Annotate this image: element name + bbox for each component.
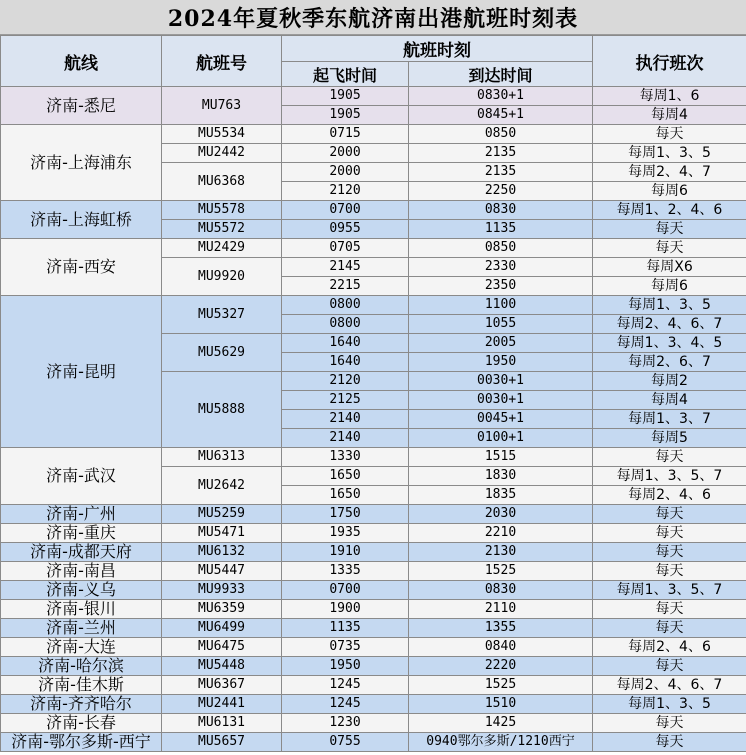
arrive-time-cell: 1515 [409, 448, 593, 467]
days-cell: 每天 [593, 220, 746, 239]
days-cell: 每周2、4、7 [593, 163, 746, 182]
flight-schedule-table [0, 35, 746, 752]
depart-time-cell: 1640 [282, 353, 409, 372]
days-cell: 每周2、6、7 [593, 353, 746, 372]
table-row [1, 600, 746, 619]
depart-time-cell: 2125 [282, 391, 409, 410]
days-cell: 每周1、2、4、6 [593, 201, 746, 220]
depart-time-cell: 1335 [282, 562, 409, 581]
days-cell: 每周1、3、5 [593, 296, 746, 315]
flight-number-cell: MU5447 [162, 562, 282, 581]
flight-number-cell: MU6313 [162, 448, 282, 467]
depart-time-cell: 1900 [282, 600, 409, 619]
arrive-time-cell: 2220 [409, 657, 593, 676]
arrive-time-cell: 1835 [409, 486, 593, 505]
depart-time-cell: 0800 [282, 296, 409, 315]
days-cell: 每天 [593, 524, 746, 543]
depart-time-cell: 1650 [282, 486, 409, 505]
flight-number-cell: MU5327 [162, 296, 282, 334]
arrive-time-cell: 2350 [409, 277, 593, 296]
flight-number-cell: MU5259 [162, 505, 282, 524]
days-cell: 每天 [593, 657, 746, 676]
flight-number-cell: MU5629 [162, 334, 282, 372]
header-depart: 起飞时间 [282, 62, 409, 87]
arrive-time-cell: 2030 [409, 505, 593, 524]
arrive-time-cell: 2135 [409, 163, 593, 182]
days-cell: 每周2 [593, 372, 746, 391]
arrive-time-cell: 0850 [409, 125, 593, 144]
depart-time-cell: 2120 [282, 182, 409, 201]
header-route: 航线 [1, 36, 162, 87]
days-cell: 每天 [593, 543, 746, 562]
depart-time-cell: 0700 [282, 201, 409, 220]
arrive-time-cell: 0030+1 [409, 372, 593, 391]
arrive-time-cell: 1830 [409, 467, 593, 486]
flight-number-cell: MU5657 [162, 733, 282, 752]
flight-number-cell: MU2441 [162, 695, 282, 714]
arrive-time-cell: 2135 [409, 144, 593, 163]
table-row [1, 695, 746, 714]
arrive-time-cell: 0940鄂尔多斯/1210西宁 [409, 733, 593, 752]
route-cell: 济南-义乌 [1, 581, 162, 600]
arrive-time-cell: 0030+1 [409, 391, 593, 410]
flight-number-cell: MU6359 [162, 600, 282, 619]
days-cell: 每周1、3、5、7 [593, 581, 746, 600]
arrive-time-cell: 2110 [409, 600, 593, 619]
flight-number-cell: MU5448 [162, 657, 282, 676]
flight-number-cell: MU9933 [162, 581, 282, 600]
table-row [1, 638, 746, 657]
flight-number-cell: MU6367 [162, 676, 282, 695]
route-cell: 济南-南昌 [1, 562, 162, 581]
route-cell: 济南-上海浦东 [1, 125, 162, 201]
arrive-time-cell: 1135 [409, 220, 593, 239]
depart-time-cell: 1750 [282, 505, 409, 524]
route-cell: 济南-重庆 [1, 524, 162, 543]
arrive-time-cell: 0045+1 [409, 410, 593, 429]
arrive-time-cell: 1100 [409, 296, 593, 315]
days-cell: 每周2、4、6 [593, 486, 746, 505]
arrive-time-cell: 1510 [409, 695, 593, 714]
arrive-time-cell: 2210 [409, 524, 593, 543]
flight-number-cell: MU2442 [162, 144, 282, 163]
arrive-time-cell: 0830 [409, 201, 593, 220]
route-cell: 济南-大连 [1, 638, 162, 657]
arrive-time-cell: 0850 [409, 239, 593, 258]
depart-time-cell: 2215 [282, 277, 409, 296]
arrive-time-cell: 2250 [409, 182, 593, 201]
route-cell: 济南-齐齐哈尔 [1, 695, 162, 714]
days-cell: 每周1、3、5 [593, 695, 746, 714]
flight-number-cell: MU2642 [162, 467, 282, 505]
arrive-time-cell: 1425 [409, 714, 593, 733]
header-days: 执行班次 [593, 36, 746, 87]
days-cell: 每天 [593, 125, 746, 144]
days-cell: 每周1、3、7 [593, 410, 746, 429]
table-row [1, 562, 746, 581]
table-row [1, 581, 746, 600]
header-arrive: 到达时间 [409, 62, 593, 87]
depart-time-cell: 2000 [282, 144, 409, 163]
arrive-time-cell: 0830+1 [409, 87, 593, 106]
flight-number-cell: MU5534 [162, 125, 282, 144]
depart-time-cell: 1330 [282, 448, 409, 467]
depart-time-cell: 1905 [282, 87, 409, 106]
days-cell: 每周2、4、6 [593, 638, 746, 657]
days-cell: 每天 [593, 239, 746, 258]
days-cell: 每周4 [593, 106, 746, 125]
depart-time-cell: 1950 [282, 657, 409, 676]
table-row [1, 733, 746, 752]
arrive-time-cell: 1355 [409, 619, 593, 638]
route-cell: 济南-成都天府 [1, 543, 162, 562]
flight-number-cell: MU5888 [162, 372, 282, 448]
days-cell: 每周1、3、5、7 [593, 467, 746, 486]
arrive-time-cell: 2005 [409, 334, 593, 353]
days-cell: 每天 [593, 714, 746, 733]
arrive-time-cell: 1055 [409, 315, 593, 334]
header-schedule: 航班时刻 [282, 36, 593, 62]
depart-time-cell: 1935 [282, 524, 409, 543]
depart-time-cell: 0715 [282, 125, 409, 144]
arrive-time-cell: 0830 [409, 581, 593, 600]
table-row [1, 657, 746, 676]
route-cell: 济南-长春 [1, 714, 162, 733]
table-row [1, 201, 746, 220]
page-title: 2024年夏秋季东航济南出港航班时刻表 [0, 0, 746, 35]
days-cell: 每周6 [593, 182, 746, 201]
route-cell: 济南-哈尔滨 [1, 657, 162, 676]
table-row [1, 239, 746, 258]
table-row [1, 505, 746, 524]
depart-time-cell: 2145 [282, 258, 409, 277]
days-cell: 每周5 [593, 429, 746, 448]
flight-number-cell: MU6499 [162, 619, 282, 638]
route-cell: 济南-兰州 [1, 619, 162, 638]
table-row [1, 619, 746, 638]
days-cell: 每周1、3、5 [593, 144, 746, 163]
table-row [1, 714, 746, 733]
days-cell: 每周6 [593, 277, 746, 296]
days-cell: 每周X6 [593, 258, 746, 277]
depart-time-cell: 0755 [282, 733, 409, 752]
flight-number-cell: MU6368 [162, 163, 282, 201]
flight-number-cell: MU9920 [162, 258, 282, 296]
arrive-time-cell: 0100+1 [409, 429, 593, 448]
days-cell: 每天 [593, 562, 746, 581]
days-cell: 每周4 [593, 391, 746, 410]
flight-number-cell: MU2429 [162, 239, 282, 258]
days-cell: 每天 [593, 448, 746, 467]
flight-number-cell: MU5471 [162, 524, 282, 543]
depart-time-cell: 2140 [282, 410, 409, 429]
arrive-time-cell: 1950 [409, 353, 593, 372]
table-row [1, 524, 746, 543]
depart-time-cell: 2000 [282, 163, 409, 182]
depart-time-cell: 0700 [282, 581, 409, 600]
table-row [1, 543, 746, 562]
depart-time-cell: 1230 [282, 714, 409, 733]
flight-number-cell: MU6132 [162, 543, 282, 562]
depart-time-cell: 0800 [282, 315, 409, 334]
flight-number-cell: MU763 [162, 87, 282, 125]
depart-time-cell: 1245 [282, 695, 409, 714]
flight-number-cell: MU5572 [162, 220, 282, 239]
days-cell: 每天 [593, 733, 746, 752]
route-cell: 济南-西安 [1, 239, 162, 296]
route-cell: 济南-银川 [1, 600, 162, 619]
flight-number-cell: MU5578 [162, 201, 282, 220]
depart-time-cell: 0955 [282, 220, 409, 239]
days-cell: 每周2、4、6、7 [593, 676, 746, 695]
days-cell: 每周2、4、6、7 [593, 315, 746, 334]
route-cell: 济南-广州 [1, 505, 162, 524]
table-row [1, 676, 746, 695]
days-cell: 每天 [593, 600, 746, 619]
flight-number-cell: MU6131 [162, 714, 282, 733]
days-cell: 每天 [593, 505, 746, 524]
days-cell: 每周1、3、4、5 [593, 334, 746, 353]
arrive-time-cell: 1525 [409, 676, 593, 695]
depart-time-cell: 1910 [282, 543, 409, 562]
depart-time-cell: 0735 [282, 638, 409, 657]
depart-time-cell: 1905 [282, 106, 409, 125]
arrive-time-cell: 0840 [409, 638, 593, 657]
arrive-time-cell: 0845+1 [409, 106, 593, 125]
depart-time-cell: 2140 [282, 429, 409, 448]
flight-number-cell: MU6475 [162, 638, 282, 657]
table-row [1, 448, 746, 467]
route-cell: 济南-上海虹桥 [1, 201, 162, 239]
table-row [1, 125, 746, 144]
route-cell: 济南-佳木斯 [1, 676, 162, 695]
route-cell: 济南-昆明 [1, 296, 162, 448]
header-flight-no: 航班号 [162, 36, 282, 87]
table-body [1, 87, 746, 752]
depart-time-cell: 2120 [282, 372, 409, 391]
arrive-time-cell: 2130 [409, 543, 593, 562]
table-header [1, 36, 746, 87]
depart-time-cell: 1640 [282, 334, 409, 353]
route-cell: 济南-鄂尔多斯-西宁 [1, 733, 162, 752]
depart-time-cell: 0705 [282, 239, 409, 258]
depart-time-cell: 1245 [282, 676, 409, 695]
days-cell: 每天 [593, 619, 746, 638]
route-cell: 济南-武汉 [1, 448, 162, 505]
depart-time-cell: 1650 [282, 467, 409, 486]
depart-time-cell: 1135 [282, 619, 409, 638]
days-cell: 每周1、6 [593, 87, 746, 106]
route-cell: 济南-悉尼 [1, 87, 162, 125]
arrive-time-cell: 1525 [409, 562, 593, 581]
arrive-time-cell: 2330 [409, 258, 593, 277]
table-row [1, 296, 746, 315]
table-row [1, 87, 746, 106]
